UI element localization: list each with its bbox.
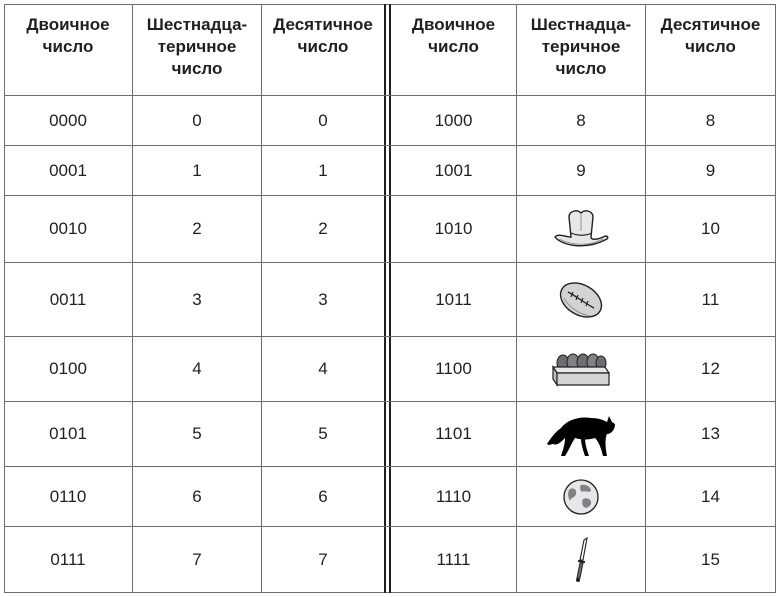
hex-cell: 9 [576, 160, 586, 180]
decimal-cell: 7 [318, 549, 328, 569]
header-hex [133, 14, 261, 80]
binary-cell: 0011 [49, 289, 87, 309]
header-line: Десятичное [660, 15, 761, 34]
hex-cell [517, 263, 645, 336]
football-icon [556, 278, 606, 322]
decimal-cell: 10 [701, 219, 720, 238]
binary-cell: 1101 [435, 424, 472, 443]
binary-cell: 1000 [434, 110, 473, 130]
knife-icon [569, 536, 593, 584]
hex-cell: 4 [192, 359, 202, 378]
decimal-cell: 14 [701, 486, 720, 506]
hex-cell [517, 527, 645, 592]
binary-cell: 0111 [50, 549, 86, 569]
header-line: число [297, 37, 349, 56]
header-line: число [555, 59, 607, 78]
decimal-cell: 15 [701, 549, 720, 569]
black-cat-icon [545, 406, 617, 462]
decimal-cell: 9 [705, 160, 716, 180]
hex-cell [517, 337, 645, 401]
hex-cell: 7 [192, 549, 202, 569]
table-border-right [775, 4, 776, 593]
binary-cell: 0000 [49, 110, 87, 130]
decimal-cell: 13 [701, 424, 720, 443]
decimal-cell: 8 [705, 110, 716, 130]
header-decimal [646, 14, 775, 58]
header-decimal [262, 14, 384, 58]
header-binary [391, 14, 516, 58]
header-line: Шестнадца- [146, 15, 248, 34]
header-binary [4, 14, 132, 58]
hex-cell: 0 [192, 110, 202, 130]
binary-cell: 1111 [436, 549, 471, 569]
cowboy-hat-icon [551, 207, 611, 251]
header-line: теричное [157, 37, 237, 56]
header-line: теричное [541, 37, 621, 56]
decimal-cell: 12 [701, 359, 720, 378]
hex-cell: 2 [192, 219, 202, 238]
binary-cell: 0110 [49, 486, 87, 506]
binary-cell: 1011 [435, 289, 472, 309]
header-line: Двоичное [411, 15, 496, 34]
header-line: число [171, 59, 223, 78]
decimal-cell: 5 [318, 424, 328, 443]
binary-cell: 0100 [49, 359, 87, 378]
decimal-cell: 3 [318, 289, 328, 309]
header-line: Десятичное [273, 15, 373, 34]
hex-cell [517, 196, 645, 262]
header-line: Двоичное [26, 15, 110, 34]
hex-cell: 8 [576, 110, 586, 130]
decimal-cell: 0 [318, 110, 328, 130]
decimal-cell: 6 [318, 486, 328, 506]
decimal-cell: 1 [318, 160, 328, 180]
header-line: число [42, 37, 94, 56]
binary-cell: 0010 [49, 219, 87, 238]
binary-cell: 0101 [49, 424, 87, 443]
hex-cell: 6 [192, 486, 202, 506]
hex-cell: 1 [192, 160, 202, 180]
globe-icon [561, 477, 601, 517]
binary-cell: 1010 [434, 219, 473, 238]
binary-cell: 0001 [49, 160, 87, 180]
hex-cell: 5 [192, 424, 202, 443]
header-hex [517, 14, 645, 80]
binary-cell: 1110 [435, 486, 472, 506]
header-line: Шестнадца- [530, 15, 632, 34]
hex-cell: 3 [192, 289, 202, 309]
box-of-donuts-icon [549, 349, 613, 389]
hex-cell [517, 467, 645, 526]
binary-cell: 1001 [434, 160, 473, 180]
header-line: число [685, 37, 736, 56]
binary-cell: 1100 [435, 359, 472, 378]
hex-cell [517, 402, 645, 466]
number-table [4, 4, 776, 593]
table-split-line [384, 4, 386, 593]
header-line: число [428, 37, 479, 56]
decimal-cell: 4 [318, 359, 328, 378]
decimal-cell: 11 [701, 289, 720, 309]
decimal-cell: 2 [318, 219, 328, 238]
